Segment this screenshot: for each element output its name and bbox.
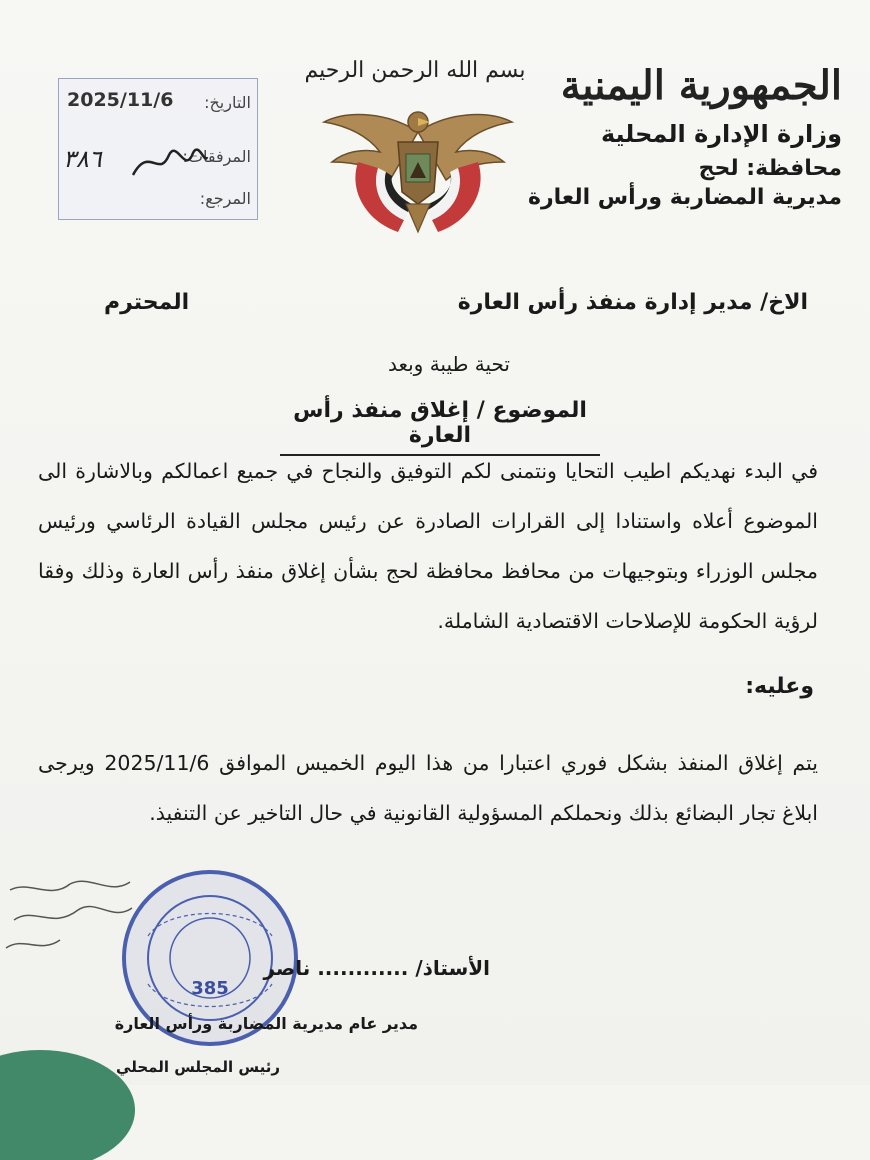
date-label: التاريخ: (204, 93, 251, 112)
attachments-label: المرفقات: (182, 147, 251, 166)
green-stamp-icon (0, 1040, 140, 1160)
respected-label: المحترم (104, 290, 190, 315)
greeting: تحية طيبة وبعد (387, 352, 510, 376)
signatory-title: مدير عام مديرية المضاربة ورأس العارة (114, 1014, 418, 1033)
stamp-number: 385 (191, 978, 229, 999)
republic-title: الجمهورية اليمنية (560, 62, 842, 109)
letterhead-right (522, 60, 842, 210)
body-paragraph-1: في البدء نهديكم اطيب التحايا ونتمنى لكم التوفيق والنجاح في جميع اعمالكم وبالاشارة الى الموضوع أعلاه واستنادا إلى القرارات الصادرة عن رئيس مجلس القيادة الرئاسي ورئيس مجلس الوزراء وبتوجيهات من محافظ محافظة لحج بشأن إغلاق منفذ رأس العارة وذلك وفقا لرؤية الحكومة للإصلاحات الاقتصادية الشاملة. (38, 459, 818, 633)
reference-number: ٣٨٦ (63, 145, 102, 173)
ministry-title: وزارة الإدارة المحلية (600, 120, 842, 148)
governorate-title: محافظة: لحج (698, 156, 842, 181)
addressee: الاخ/ مدير إدارة منفذ رأس العارة (457, 290, 808, 315)
council-title: رئيس المجلس المحلي (116, 1058, 280, 1076)
subject-line: الموضوع / إغلاق منفذ رأس العارة (280, 398, 600, 456)
signatory-name: الأستاذ/ ............ ناصر (263, 956, 490, 980)
eagle-emblem-icon (318, 92, 518, 242)
basmala: بسم الله الرحمن الرحيم (304, 58, 526, 83)
reference-box (58, 78, 258, 220)
handwritten-signature-icon (129, 135, 209, 185)
body-paragraph-2: يتم إغلاق المنفذ بشكل فوري اعتبارا من هذا اليوم الخميس الموافق 2025/11/6 ويرجى ابلاغ تجار البضائع بذلك ونحملكم المسؤولية القانونية في حال التاخير عن التنفيذ. (38, 751, 818, 825)
date-value: 2025/11/6 (67, 89, 174, 111)
therefore-label: وعليه: (745, 674, 814, 699)
directorate-title: مديرية المضاربة ورأس العارة (528, 185, 842, 210)
reference-label: المرجع: (199, 189, 251, 208)
